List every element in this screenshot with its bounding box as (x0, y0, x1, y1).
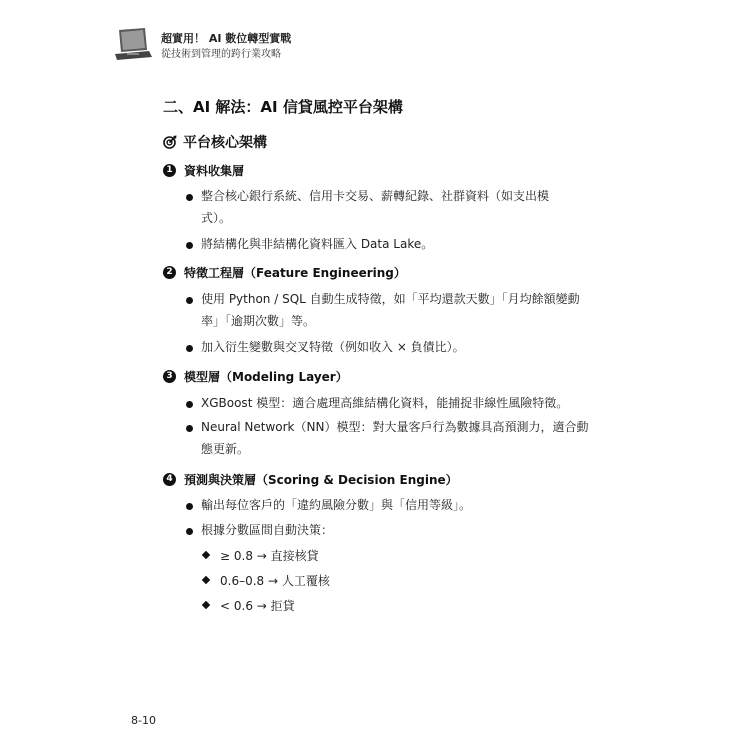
bullet-item (186, 188, 549, 229)
page-number: 8-10 (131, 714, 156, 727)
bullet-text-continued: 式）。 (201, 211, 232, 225)
layer-title: 特徵工程層（Feature Engineering） (184, 265, 406, 280)
bullet-dot (186, 242, 193, 249)
layer-number-badge: 1 (163, 164, 176, 177)
bullet-item (186, 291, 580, 332)
bullet-dot (186, 297, 193, 304)
sub-bullet-text: ≥ 0.8 → 直接核貸 (220, 548, 319, 563)
sub-bullet-text: 0.6–0.8 → 人工覆核 (220, 573, 330, 588)
diamond-bullet-icon (202, 576, 210, 584)
bullet-text: 整合核心銀行系統、信用卡交易、薪轉紀錄、社群資料（如支出模 (201, 189, 550, 203)
diamond-bullet-icon (202, 601, 210, 609)
sub-bullet-text: < 0.6 → 拒貸 (220, 598, 295, 613)
book-title: 超實用！ AI 數位轉型實戰 (161, 32, 292, 45)
bullet-item (186, 236, 433, 255)
bullet-text: XGBoost 模型：適合處理高維結構化資料，能捕捉非線性風險特徵。 (201, 396, 569, 410)
bullet-item (186, 339, 465, 358)
bullet-item (186, 497, 471, 516)
bullet-dot (186, 503, 193, 510)
layer-heading (163, 471, 458, 487)
bullet-item (186, 419, 588, 460)
target-icon (163, 135, 177, 149)
sub-heading (163, 132, 267, 152)
diamond-bullet-icon (202, 551, 210, 559)
bullet-text-continued: 態更新。 (201, 442, 250, 456)
layer-title: 模型層（Modeling Layer） (184, 369, 348, 384)
layer-heading (163, 368, 348, 384)
bullet-dot (186, 345, 193, 352)
laptop-icon (113, 26, 153, 62)
layer-title: 資料收集層 (184, 163, 245, 178)
bullet-text: 加入衍生變數與交叉特徵（例如收入 × 負債比）。 (201, 340, 465, 354)
sub-bullet-item (203, 572, 330, 588)
bullet-text: 輸出每位客戶的「違約風險分數」與「信用等級」。 (201, 498, 472, 512)
layer-heading (163, 162, 244, 178)
bullet-dot (186, 401, 193, 408)
bullet-dot (186, 194, 193, 201)
bullet-dot (186, 528, 193, 535)
layer-number-badge: 2 (163, 266, 176, 279)
bullet-text: 將結構化與非結構化資料匯入 Data Lake。 (201, 237, 434, 251)
bullet-item (186, 395, 568, 414)
bullet-text: 使用 Python / SQL 自動生成特徵，如「平均還款天數」「月均餘額變動 (201, 292, 580, 306)
bullet-item (186, 522, 333, 541)
section-title: 二、AI 解法：AI 信貸風控平台架構 (163, 98, 403, 116)
sub-bullet-item (203, 547, 319, 563)
layer-number-badge: 3 (163, 370, 176, 383)
bullet-text: 根據分數區間自動決策： (201, 523, 334, 537)
bullet-text: Neural Network（NN）模型：對大量客戶行為數據具高預測力，適合動 (201, 420, 589, 434)
book-subtitle: 從技術到管理的跨行業攻略 (161, 49, 281, 60)
sub-heading-text: 平台核心架構 (183, 135, 267, 151)
layer-title: 預測與決策層（Scoring & Decision Engine） (184, 472, 458, 487)
bullet-text-continued: 率」「逾期次數」等。 (201, 314, 316, 328)
bullet-dot (186, 425, 193, 432)
layer-heading (163, 264, 406, 280)
layer-number-badge: 4 (163, 473, 176, 486)
sub-bullet-item (203, 597, 295, 613)
